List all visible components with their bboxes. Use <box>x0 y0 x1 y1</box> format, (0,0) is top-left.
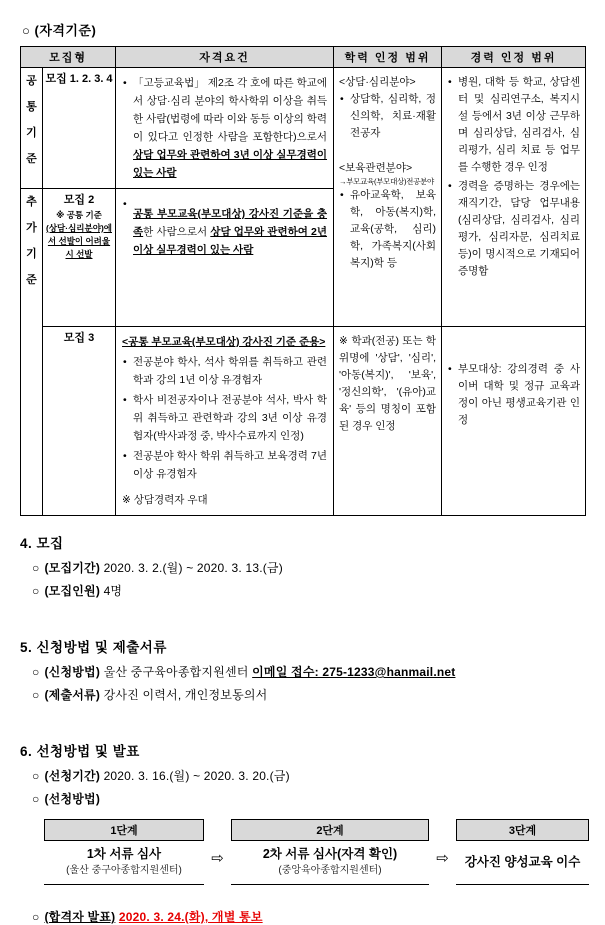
table-header-row <box>21 47 586 68</box>
career-scope-bottom-cell <box>442 327 586 516</box>
requirement-cell-type3 <box>116 327 334 516</box>
edu-majors-counseling: • 상담학, 심리학, 정신의학, 치료·재활 전공자 <box>339 91 436 142</box>
flow-step-1-subtitle: (울산 중구아종합지원센터) <box>66 865 182 876</box>
flow-step-2-title: 2차 서류 심사(자격 확인) <box>262 847 398 861</box>
recruit-type-note-underlined: (상담·심리분야)에서 선발이 어려울 시 선발 <box>46 223 112 259</box>
flow-step-1-title: 1차 서류 심사 <box>86 847 162 861</box>
flow-step-3 <box>456 819 589 885</box>
submit-docs-label: (제출서류) <box>44 688 101 702</box>
qualification-table <box>20 46 586 516</box>
requirement-text-emphasis: 상담 업무와 관련하여 3년 이상 실무경력이 있는 사람 <box>133 149 328 179</box>
col-header-recruit-type: 모집형 <box>21 47 116 68</box>
requirement-text: 「고등교육법」 제2조 각 호에 따른 학교에서 상담·심리 분야의 학사학위 이상을 취득한 사람(법령에 따라 이와 동등 이상의 학력이 있다고 인정한 사람을 포함한다)으로서 <box>133 77 328 143</box>
submit-docs-value: 강사진 이력서, 개인정보동의서 <box>103 688 268 702</box>
edu-category-childcare-subnote: →부모교육(부모대상)전공분야 <box>339 177 434 186</box>
circle-marker: ○ <box>32 792 40 806</box>
selection-period-value: 2020. 3. 16.(월) ~ 2020. 3. 20.(금) <box>103 769 290 783</box>
col-header-requirements: 자격요건 <box>116 47 334 68</box>
flow-step-2-header: 2단계 <box>231 819 429 841</box>
recruit-type-label: 모집 3 <box>63 332 95 344</box>
education-scope-note-cell <box>334 327 442 516</box>
recruit-headcount-value: 4명 <box>103 584 123 598</box>
career-scope-item: • 병원, 대학 등 학교, 상담센터 및 심리연구소, 복지시설 등에서 3년 이상 근무하며 심리상담, 심리검사, 심리평가, 심리 치료 등 업무를 수행한 경우 인정 <box>447 74 580 176</box>
recruit-headcount-label: (모집인원) <box>44 584 101 598</box>
right-arrow-icon: ⇨ <box>436 850 449 867</box>
section4-title: 4. 모집 <box>20 536 64 551</box>
requirement-text-emphasis: 상담 업무와 관련하여 2년 이상 실무경력이 있는 사람 <box>133 226 327 256</box>
requirement-text: 한 사람으로서 <box>143 226 211 238</box>
section5-title: 5. 신청방법 및 제출서류 <box>20 640 167 655</box>
education-scope-note: ※ 학과(전공) 또는 학위명에 '상담', '심리', '아동(복지)', '보육', '정신의학', '(유아)교육' 등의 명칭이 포함된 경우 인정 <box>339 335 437 432</box>
career-scope-item: • 경력을 증명하는 경우에는 재직기간, 담당 업무내용(심리상담, 심리검사, 심리평가, 심리자문, 심리치료 등)이 명시적으로 기재되어 증명함 <box>447 178 580 280</box>
requirement-text-emphasis: 공통 부모교육(부모대상) 강사진 기준을 충족 <box>133 208 328 238</box>
selection-period-label: (선청기간) <box>44 769 101 783</box>
circle-marker: ○ <box>22 23 31 38</box>
recruit-period-line <box>32 560 585 576</box>
selection-method-label: (선청방법) <box>44 792 101 806</box>
qualification-heading <box>22 20 585 39</box>
circle-marker: ○ <box>32 688 40 702</box>
flow-step-1-header: 1단계 <box>44 819 204 841</box>
circle-marker: ○ <box>32 665 40 679</box>
col-header-education-scope: 학력 인정 범위 <box>334 47 442 68</box>
edu-category-counseling: <상담·심리분야> <box>339 76 416 88</box>
requirement-cell-type2 <box>116 189 334 327</box>
recruit-period-value: 2020. 3. 2.(월) ~ 2020. 3. 13.(금) <box>103 561 283 575</box>
selection-period-line <box>32 768 585 784</box>
recruit-type-1234 <box>43 68 116 189</box>
result-announcement-label: (합격자 발표) <box>44 910 116 924</box>
circle-marker: ○ <box>32 910 40 924</box>
requirement-item: • 전공분야 학사, 석사 학위를 취득하고 관련학과 강의 1년 이상 유경험자 <box>122 353 327 389</box>
apply-method-center: 울산 중구육아종합지원센터 <box>103 665 253 679</box>
circle-marker: ○ <box>32 561 40 575</box>
requirement-heading: <공통 부모교육(부모대상) 강사진 기준 준용> <box>122 336 326 348</box>
requirement-note: ※ 상담경력자 우대 <box>122 494 208 506</box>
apply-method-email: 이메일 접수: 275-1233@hanmail.net <box>252 665 456 679</box>
apply-method-label: (신청방법) <box>44 665 101 679</box>
flow-step-2-subtitle: (중앙육아종합지원센터) <box>278 865 382 876</box>
table-row <box>21 68 586 189</box>
requirement-item: • 전공분야 학사 학위 취득하고 보육경력 7년 이상 유경험자 <box>122 447 327 483</box>
recruit-type-label: 모집 1. 2. 3. 4 <box>45 73 113 85</box>
flow-step-1 <box>44 819 204 885</box>
circle-marker: ○ <box>32 584 40 598</box>
flow-step-2 <box>231 819 429 885</box>
group-label-additional: 추가기준 <box>21 189 43 516</box>
requirement-cell-common <box>116 68 334 189</box>
right-arrow-icon: ⇨ <box>211 850 224 867</box>
recruit-headcount-line <box>32 583 585 599</box>
edu-majors-childcare: • 유아교육학, 보육학, 아동(복지)학, 교육(공학, 심리)학, 가족복지(사회복지)학 등 <box>339 187 436 272</box>
recruit-type-note: ※ 공통 기준 <box>56 210 102 220</box>
flow-step-3-title: 강사진 양성교육 이수 <box>464 854 581 869</box>
result-announcement-line <box>32 909 585 925</box>
selection-method-line <box>32 791 585 807</box>
flow-step-3-header: 3단계 <box>456 819 589 841</box>
group-label-common: 공통기준 <box>21 68 43 189</box>
edu-category-childcare: <보육관련분야> <box>339 162 413 174</box>
career-scope-item: • 부모대상: 강의경력 중 사이버 대학 및 정규 교육과정이 아닌 평생교육기관 인정 <box>447 361 580 429</box>
section6-title: 6. 선청방법 및 발표 <box>20 744 140 759</box>
recruit-type-label: 모집 2 <box>63 194 95 206</box>
recruit-type-3 <box>43 327 116 516</box>
requirement-item: • 학사 비전공자이나 전공분야 석사, 박사 학위 취득하고 관련학과 강의 3년 이상 유경험자(박사과정 중, 박사수료까지 인정) <box>122 391 327 445</box>
result-announcement-value: 2020. 3. 24.(화), 개별 통보 <box>118 910 263 924</box>
selection-flow-diagram <box>44 819 589 885</box>
submit-docs-line <box>32 687 585 703</box>
recruit-type-2 <box>43 189 116 327</box>
education-scope-cell <box>334 68 442 327</box>
circle-marker: ○ <box>32 769 40 783</box>
col-header-career-scope: 경력 인정 범위 <box>442 47 586 68</box>
qualification-heading-label: (자격기준) <box>34 23 97 38</box>
table-row <box>21 327 586 516</box>
apply-method-line <box>32 664 585 680</box>
career-scope-cell <box>442 68 586 327</box>
recruit-period-label: (모집기간) <box>44 561 101 575</box>
